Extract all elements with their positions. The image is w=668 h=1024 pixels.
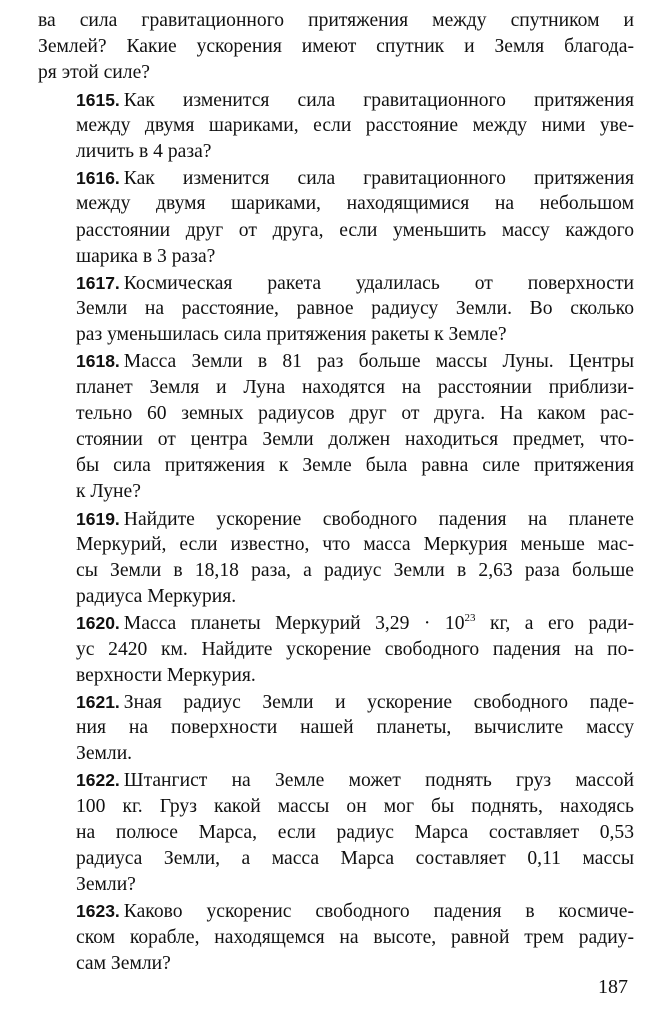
text-line: Земли. bbox=[76, 743, 133, 765]
text-line: 1616. Как изменится сила гравитационного притяжения bbox=[76, 168, 634, 190]
text-line: личить в 4 раза? bbox=[76, 140, 212, 162]
text-line: ва сила гравитационного притяжения между спутником и bbox=[38, 10, 634, 31]
text-line: 1621. Зная радиус Земли и ускорение свободного паде- bbox=[76, 691, 634, 713]
text-line: стоянии от центра Земли должен находиться предмет, что- bbox=[76, 429, 634, 450]
text-line: 100 кг. Груз какой массы он мог бы поднять, находясь bbox=[76, 795, 634, 817]
problem-1615 bbox=[38, 87, 634, 166]
text-line: тельно 60 земных радиусов друг от друга. На каком рас- bbox=[76, 402, 634, 424]
text-line: расстоянии друг от друга, если уменьшить массу каждого bbox=[76, 219, 634, 241]
problem-1618 bbox=[38, 348, 634, 505]
text-line: радиуса Земли, а масса Марса составляет 0,11 массы bbox=[76, 848, 634, 869]
text-line: сы Земли в 18,18 раза, а радиус Земли в 2,63 раза больше bbox=[76, 559, 634, 581]
text-line: ния на поверхности нашей планеты, вычислите массу bbox=[76, 717, 634, 739]
problem-number: 1615. bbox=[76, 89, 120, 110]
problem-1620 bbox=[38, 610, 634, 689]
text-line: ря этой силе? bbox=[38, 62, 150, 84]
text-column bbox=[38, 8, 634, 977]
text-line: раз уменьшилась сила притяжения ракеты к Земле? bbox=[76, 324, 507, 346]
text-line: верхности Меркурия. bbox=[76, 664, 256, 686]
exponent: 23 bbox=[464, 612, 476, 625]
text-line: к Луне? bbox=[76, 481, 141, 503]
problem-1623 bbox=[38, 898, 634, 977]
text-line: Земли на расстояние, равное радиусу Земли. Во сколько bbox=[76, 298, 634, 320]
problem-number: 1616. bbox=[76, 168, 120, 189]
text-line: 1619. Найдите ускорение свободного падения на планете bbox=[76, 508, 634, 530]
problem-number: 1620. bbox=[76, 613, 120, 634]
problem-1619 bbox=[38, 506, 634, 611]
problem-number: 1617. bbox=[76, 272, 120, 293]
text-line: 1620. Масса планеты Меркурий $3,29 \cdot 10^{23}$ кг, а его ради- bbox=[76, 612, 634, 635]
text-line: 1615. Как изменится сила гравитационного притяжения bbox=[76, 89, 634, 111]
problem-1616 bbox=[38, 165, 634, 270]
page-number: 187 bbox=[598, 976, 628, 998]
problem-number: 1623. bbox=[76, 901, 120, 922]
problem-number: 1621. bbox=[76, 691, 120, 712]
text-line: 1622. Штангист на Земле может поднять груз массой bbox=[76, 770, 634, 792]
text-line: радиуса Меркурия. bbox=[76, 586, 237, 608]
text-line: ус 2420 км. Найдите ускорение свободного падения на по- bbox=[76, 638, 634, 660]
text-line: шарика в 3 раза? bbox=[76, 245, 216, 267]
problem-number: 1619. bbox=[76, 508, 120, 529]
problem-1621 bbox=[38, 689, 634, 768]
text-line: Земли? bbox=[76, 874, 136, 896]
problem-1617 bbox=[38, 270, 634, 349]
problem-number: 1618. bbox=[76, 351, 120, 372]
text-line: на полюсе Марса, если радиус Марса составляет 0,53 bbox=[76, 821, 634, 843]
text-line: бы сила притяжения к Земле была равна силе притяжения bbox=[76, 455, 634, 477]
text-line: 1623. Каково ускоренис свободного падения в космиче- bbox=[76, 901, 634, 923]
intro-paragraph bbox=[38, 8, 634, 87]
problem-number: 1622. bbox=[76, 770, 120, 791]
text-line: 1617. Космическая ракета удалилась от поверхности bbox=[76, 272, 634, 294]
text-line: Меркурий, если известно, что масса Меркурия меньше мас- bbox=[76, 533, 634, 555]
problem-1622 bbox=[38, 767, 634, 898]
text-line: между двумя шариками, если расстояние между ними уве- bbox=[76, 114, 634, 136]
text-line: 1618. Масса Земли в 81 раз больше массы Луны. Центры bbox=[76, 351, 634, 373]
text-line: сам Земли? bbox=[76, 952, 171, 974]
text-line: между двумя шариками, находящимися на небольшом bbox=[76, 193, 634, 215]
text-line: планет Земля и Луна находятся на расстоянии приблизи- bbox=[76, 376, 634, 398]
text-line: ском корабле, находящемся на высоте, равной трем радиу- bbox=[76, 926, 634, 948]
text-line: Землей? Какие ускорения имеют спутник и Земля благода- bbox=[38, 36, 634, 58]
